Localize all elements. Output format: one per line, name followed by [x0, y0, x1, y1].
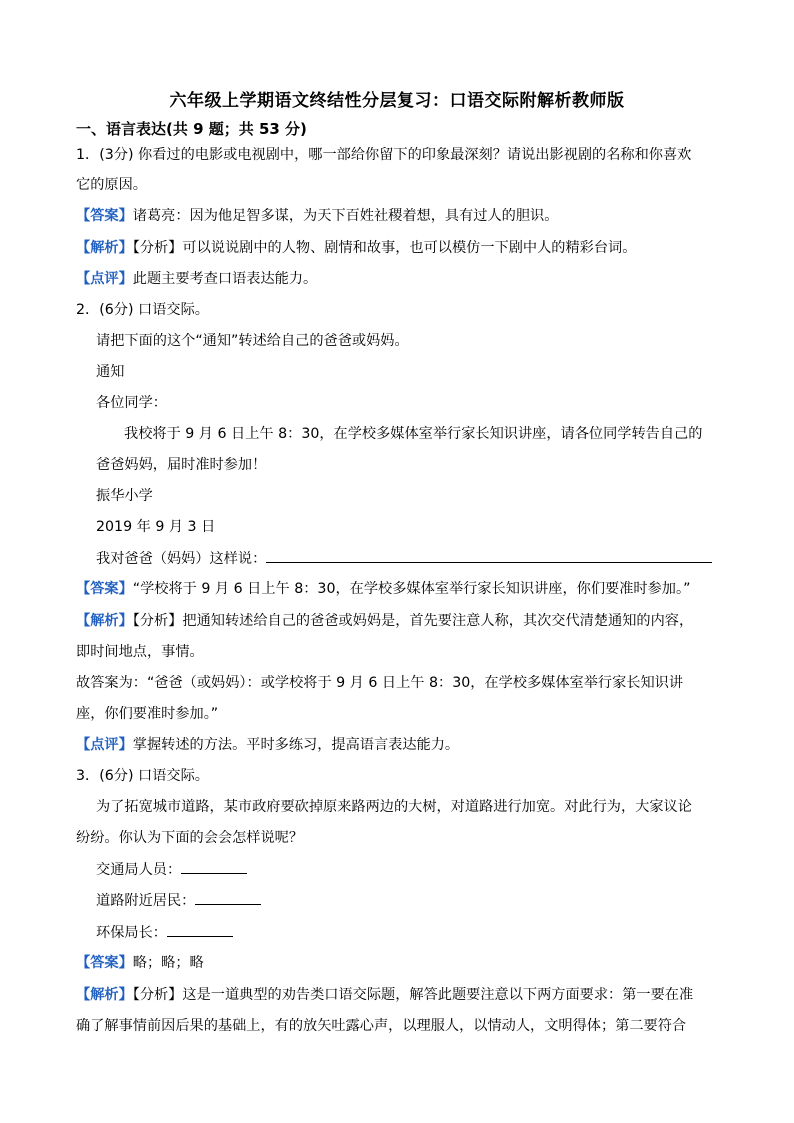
q2-conclusion-1: 故答案为：“爸爸（或妈妈）：或学校将于 9 月 6 日上午 8：30，在学校多媒体室举行家长知识讲 [76, 675, 684, 691]
q3-role-3-blank[interactable] [167, 922, 233, 937]
review-tag: 【点评】 [76, 737, 133, 753]
q2-notice-body-1: 我校将于 9 月 6 日上午 8：30，在学校多媒体室举行家长知识讲座，请各位同学转告自己的 [124, 426, 703, 442]
q2-analysis-1 [76, 611, 693, 631]
analysis-tag: 【解析】 [76, 240, 133, 256]
q3-answer-text: 略；略；略 [132, 955, 204, 971]
q3-analysis-1 [76, 985, 693, 1005]
q1-analysis [76, 238, 636, 258]
q3-line-2: 为了拓宽城市道路，某市政府要砍掉原来路两边的大树，对道路进行加宽。对此行为，大家议论 [96, 799, 692, 815]
q2-line-1: 2．(6分) 口语交际。 [76, 302, 209, 318]
review-tag: 【点评】 [76, 271, 133, 287]
q1-line-2: 它的原因。 [76, 177, 147, 193]
answer-tag: 【答案】 [76, 208, 133, 224]
q2-notice-title: 通知 [96, 364, 125, 380]
q3-role-1-label: 交通局人员： [96, 862, 182, 878]
q2-notice-body-2: 爸爸妈妈，届时准时参加！ [96, 457, 267, 473]
q1-answer [76, 206, 558, 226]
q2-review-text: 掌握转述的方法。平时多练习，提高语言表达能力。 [132, 737, 460, 753]
q3-analysis-2: 确了解事情前因后果的基础上，有的放矢吐露心声，以理服人，以情动人，文明得体；第二要符合 [76, 1018, 687, 1034]
q1-review [76, 269, 317, 289]
q2-prompt [96, 548, 712, 569]
q3-role-1-blank[interactable] [181, 859, 247, 874]
q2-date: 2019 年 9 月 3 日 [96, 519, 216, 535]
q3-answer [76, 953, 204, 973]
q3-role-2 [96, 890, 261, 911]
q1-answer-text: 诸葛亮：因为他足智多谋，为天下百姓社稷着想，具有过人的胆识。 [132, 208, 559, 224]
q2-line-2: 请把下面的这个“通知”转述给自己的爸爸或妈妈。 [96, 333, 409, 349]
q1-line-1: 1．(3分) 你看过的电影或电视剧中，哪一部给你留下的印象最深刻？请说出影视剧的名称和你喜欢 [76, 147, 692, 163]
q2-answer [76, 579, 690, 599]
q3-role-3 [96, 922, 233, 943]
q2-prompt-text: 我对爸爸（妈妈）这样说： [96, 551, 267, 567]
q3-role-1 [96, 859, 247, 880]
answer-tag: 【答案】 [76, 581, 133, 597]
q2-school: 振华小学 [96, 488, 153, 504]
q3-role-2-label: 道路附近居民： [96, 893, 196, 909]
q3-role-2-blank[interactable] [195, 890, 261, 905]
page-title: 六年级上学期语文终结性分层复习：口语交际附解析教师版 [169, 91, 625, 111]
answer-tag: 【答案】 [76, 955, 133, 971]
q2-answer-blank[interactable] [266, 548, 712, 563]
q2-review [76, 735, 459, 755]
q1-review-text: 此题主要考查口语表达能力。 [132, 271, 318, 287]
section-heading: 一、语言表达(共 9 题；共 53 分) [76, 120, 307, 138]
q1-analysis-text: 【分析】可以说说剧中的人物、剧情和故事，也可以模仿一下剧中人的精彩台词。 [132, 240, 637, 256]
analysis-tag: 【解析】 [76, 613, 133, 629]
q2-analysis-text-1: 【分析】把通知转述给自己的爸爸或妈妈是，首先要注意人称，其次交代清楚通知的内容， [132, 613, 694, 629]
q2-conclusion-2: 座，你们要准时参加。” [76, 706, 219, 722]
q3-role-3-label: 环保局长： [96, 925, 167, 941]
q2-answer-text: “学校将于 9 月 6 日上午 8：30，在学校多媒体室举行家长知识讲座，你们要准时参加。” [132, 581, 691, 597]
q3-line-1: 3．(6分) 口语交际。 [76, 768, 209, 784]
q2-greeting: 各位同学： [96, 395, 167, 411]
q3-line-3: 纷纷。你认为下面的会会怎样说呢？ [76, 830, 304, 846]
q3-analysis-text-1: 【分析】这是一道典型的劝告类口语交际题，解答此题要注意以下两方面要求：第一要在准 [132, 987, 694, 1003]
analysis-tag: 【解析】 [76, 987, 133, 1003]
q2-analysis-2: 即时间地点，事情。 [76, 644, 204, 660]
